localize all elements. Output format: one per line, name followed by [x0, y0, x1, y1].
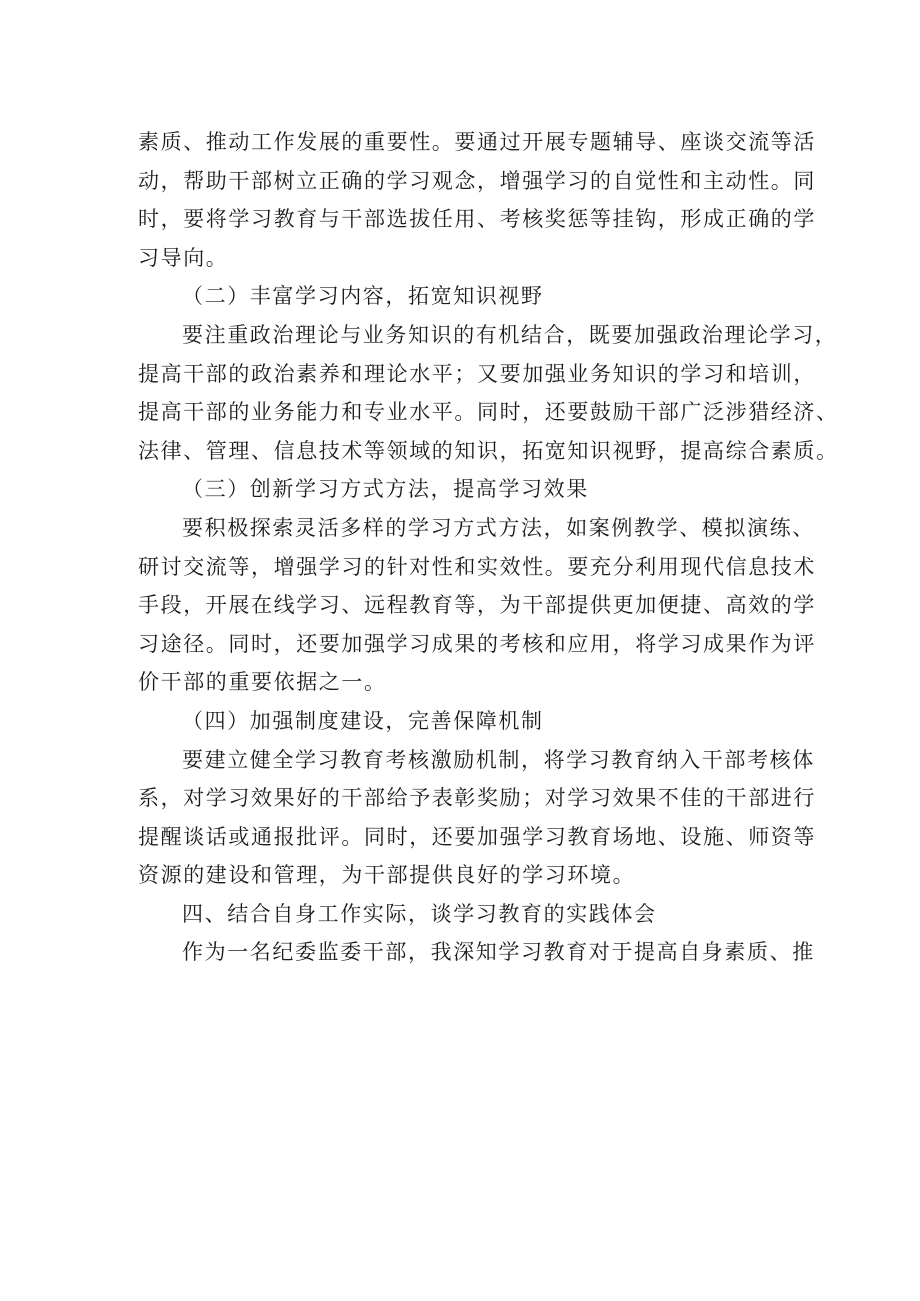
- text-line: 习导向。: [138, 245, 229, 270]
- section-heading-system-building: [138, 702, 798, 741]
- paragraph-practice-experience: [138, 933, 815, 972]
- heading-text: （二）丰富学习内容，拓宽知识视野: [182, 284, 544, 309]
- paragraph-system-building: [138, 741, 816, 895]
- heading-text: （四）加强制度建设，完善保障机制: [182, 708, 544, 733]
- paragraph-enrich-content: [138, 316, 839, 470]
- text-line: 价干部的重要依据之一。: [138, 670, 387, 695]
- section-heading-practice-experience: [138, 895, 798, 934]
- text-line: 时，要将学习教育与干部选拔任用、考核奖惩等挂钩，形成正确的学: [138, 207, 816, 232]
- text-line: 资源的建设和管理，为干部提供良好的学习环境。: [138, 863, 636, 888]
- text-line: 法律、管理、信息技术等领域的知识，拓宽知识视野，提高综合素质。: [138, 438, 839, 463]
- text-line: 提醒谈话或通报批评。同时，还要加强学习教育场地、设施、师资等: [138, 824, 816, 849]
- text-line: 提高干部的业务能力和专业水平。同时，还要鼓励干部广泛涉猎经济、: [138, 400, 839, 425]
- paragraph-innovate-methods: [138, 509, 816, 702]
- text-line: 素质、推动工作发展的重要性。要通过开展专题辅导、座谈交流等活: [138, 130, 816, 154]
- text-line: 作为一名纪委监委干部，我深知学习教育对于提高自身素质、推: [182, 940, 815, 965]
- text-line: 系，对学习效果好的干部给予表彰奖励；对学习效果不佳的干部进行: [138, 786, 816, 811]
- text-line: 要积极探索灵活多样的学习方式方法，如案例教学、模拟演练、: [182, 515, 815, 540]
- text-line: 要注重政治理论与业务知识的有机结合，既要加强政治理论学习，: [182, 322, 838, 347]
- text-line: 提高干部的政治素养和理论水平；又要加强业务知识的学习和培训，: [138, 361, 816, 386]
- text-line: 要建立健全学习教育考核激励机制，将学习教育纳入干部考核体: [182, 747, 815, 772]
- text-line: 手段，开展在线学习、远程教育等，为干部提供更加便捷、高效的学: [138, 593, 816, 618]
- heading-text: （三）创新学习方式方法，提高学习效果: [182, 477, 589, 502]
- text-line: 习途径。同时，还要加强学习成果的考核和应用，将学习成果作为评: [138, 631, 816, 656]
- text-line: 动，帮助干部树立正确的学习观念，增强学习的自觉性和主动性。同: [138, 168, 816, 193]
- document-body: [138, 123, 839, 972]
- text-line: 研讨交流等，增强学习的针对性和实效性。要充分利用现代信息技术: [138, 554, 816, 579]
- paragraph-continued-importance: [138, 123, 816, 277]
- section-heading-innovate-methods: [138, 470, 798, 509]
- heading-text: 四、结合自身工作实际，谈学习教育的实践体会: [182, 901, 657, 926]
- section-heading-enrich-content: [138, 277, 798, 316]
